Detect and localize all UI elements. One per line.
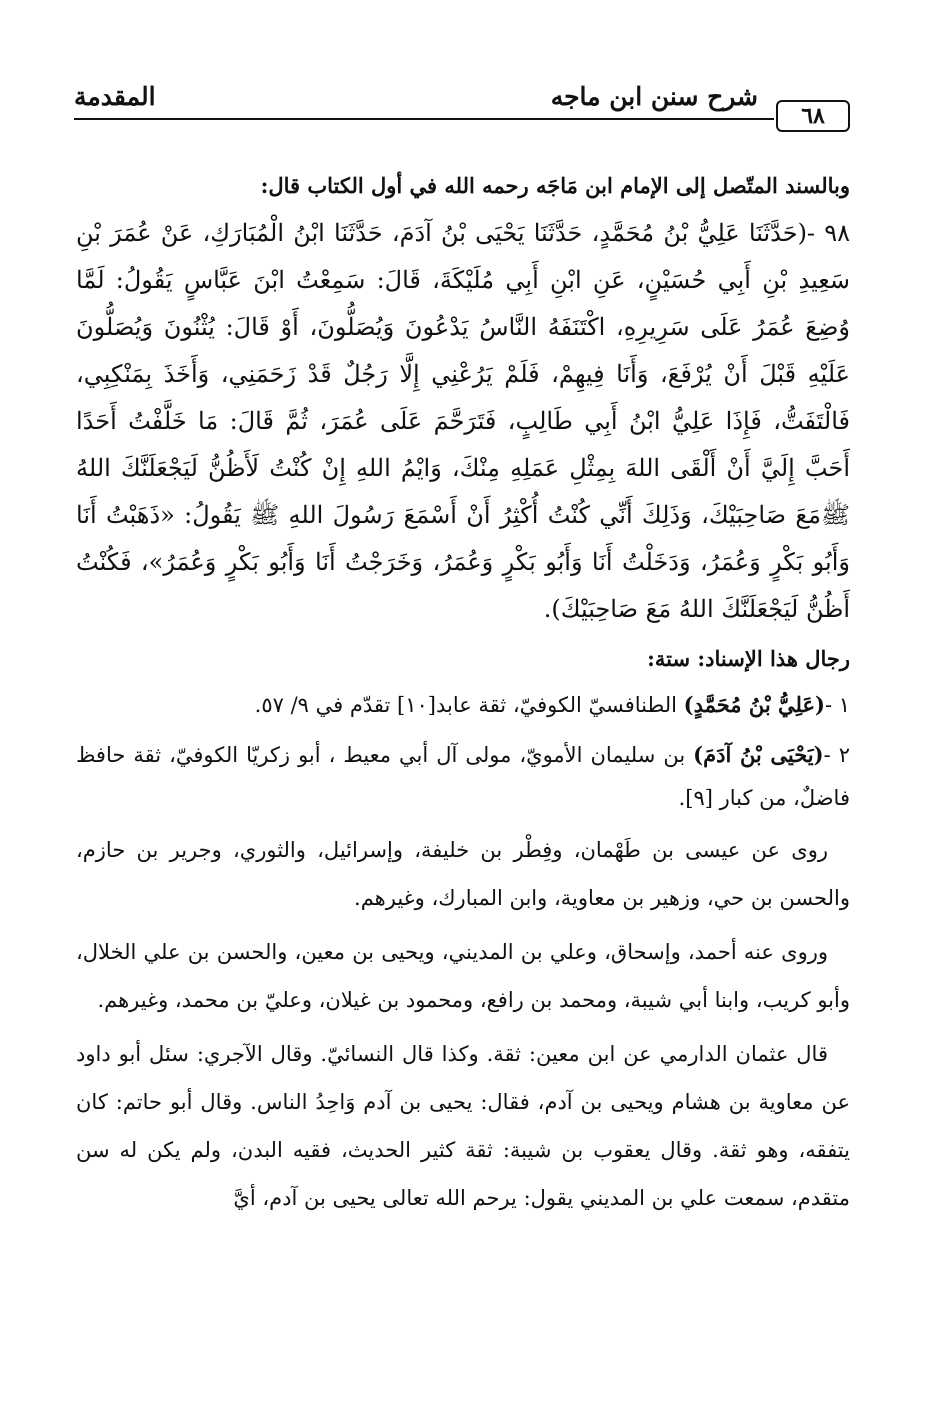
page-header [74, 82, 850, 134]
narrator-number: ١ - [824, 693, 850, 717]
section-title: المقدمة [74, 82, 156, 111]
chain-intro: وبالسند المتّصل إلى الإمام ابن مَاجَه رحمه الله في أول الكتاب قال: [260, 173, 850, 198]
hadith-text: ٩٨ -(حَدَّثَنَا عَلِيُّ بْنُ مُحَمَّدٍ، حَدَّثَنَا يَحْيَى بْنُ آدَمَ، حَدَّثَنَا ابْنُ الْمُبَارَكِ، عَنْ عُمَرَ بْنِ سَعِيدِ بْنِ أَبِي حُسَيْنٍ، عَنِ ابْنِ أَبِي مُلَيْكَةَ، قَالَ: سَمِعْتُ ابْنَ عَبَّاسٍ يَقُولُ: لَمَّا وُضِعَ عُمَرُ عَلَى سَرِيرِهِ، اكْتَنَفَهُ النَّاسُ يَدْعُونَ وَيُصَلُّونَ، أَوْ قَالَ: يُثْنُونَ وَيُصَلُّونَ عَلَيْهِ قَبْلَ أَنْ يُرْفَعَ، وَأَنَا فِيهِمْ، فَلَمْ يَرُعْنِي إِلَّا رَجُلٌ قَدْ زَحَمَنِي، وَأَخَذَ بِمَنْكِبِي، فَالْتَفَتُّ، فَإِذَا عَلِيُّ ابْنُ أَبِي طَالِبٍ، فَتَرَحَّمَ عَلَى عُمَرَ، ثُمَّ قَالَ: مَا خَلَّفْتُ أَحَدًا أَحَبَّ إِلَيَّ أَنْ أَلْقَى اللهَ بِمِثْلِ عَمَلِهِ مِنْكَ، وَايْمُ اللهِ إِنْ كُنْتُ لَأَظُنُّ لَيَجْعَلَنَّكَ اللهُ ﷺمَعَ صَاحِبَيْكَ، وَذَلِكَ أَنِّي كُنْتُ أُكْثِرُ أَنْ أَسْمَعَ رَسُولَ اللهِ ﷺ يَقُولُ: «ذَهَبْتُ أَنَا وَأَبُو بَكْرٍ وَعُمَرُ، وَدَخَلْتُ أَنَا وَأَبُو بَكْرٍ وَعُمَرُ، وَخَرَجْتُ أَنَا وَأَبُو بَكْرٍ وَعُمَرُ»، فَكُنْتُ أَظُنُّ لَيَجْعَلَنَّكَ اللهُ مَعَ صَاحِبَيْكَ). [76, 219, 851, 623]
narrator-description: الطنافسيّ الكوفيّ، ثقة عابد[١٠] تقدّم في ٩/ ٥٧. [254, 693, 684, 717]
narrator-description: بن سليمان الأمويّ، مولى آل أبي معيط ، أبو زكريّا الكوفيّ، ثقة حافظ فاضلٌ، من كبار [٩]. [76, 743, 850, 810]
narrator-name: (يَحْيَى بْنُ آدَمَ) [693, 742, 824, 767]
narrator-name: (عَلِيُّ بْنُ مُحَمَّدٍ) [683, 692, 825, 717]
narrator-entry [76, 683, 850, 727]
header-rule [74, 118, 774, 120]
narrated-by-paragraph: وروى عنه أحمد، وإسحاق، وعلي بن المديني، ويحيى بن معين، والحسن بن علي الخلال، وأبو كريب، وابنا أبي شيبة، ومحمد بن رافع، ومحمود بن غيلان، وعليّ بن محمد، وغيرهم. [76, 940, 850, 1012]
students-paragraph: روى عن عيسى بن طَهْمان، وفِطْر بن خليفة، وإسرائيل، والثوري، وجرير بن حازم، والحسن بن حي، وزهير بن معاوية، وابن المبارك، وغيرهم. [76, 838, 850, 910]
page-number: ٦٨ [776, 100, 850, 132]
grading-paragraph: قال عثمان الدارمي عن ابن معين: ثقة. وكذا قال النسائيّ. وقال الآجري: سئل أبو داود عن معاوية بن هشام ويحيى بن آدم، فقال: يحيى بن آدم وَاحِدُ الناس. وقال أبو حاتم: كان يتفقه، وهو ثقة. وقال يعقوب بن شيبة: ثقة كثير الحديث، فقيه البدن، ولم يكن له سن متقدم، سمعت علي بن المديني يقول: يرحم الله تعالى يحيى بن آدم، أيَّ [76, 1042, 850, 1210]
narrator-number: ٢ - [823, 743, 850, 767]
narrator-entry [76, 733, 850, 820]
narrators-heading: رجال هذا الإسناد: ستة: [647, 646, 850, 671]
book-title: شرح سنن ابن ماجه [550, 82, 758, 111]
page-body [76, 166, 850, 1228]
